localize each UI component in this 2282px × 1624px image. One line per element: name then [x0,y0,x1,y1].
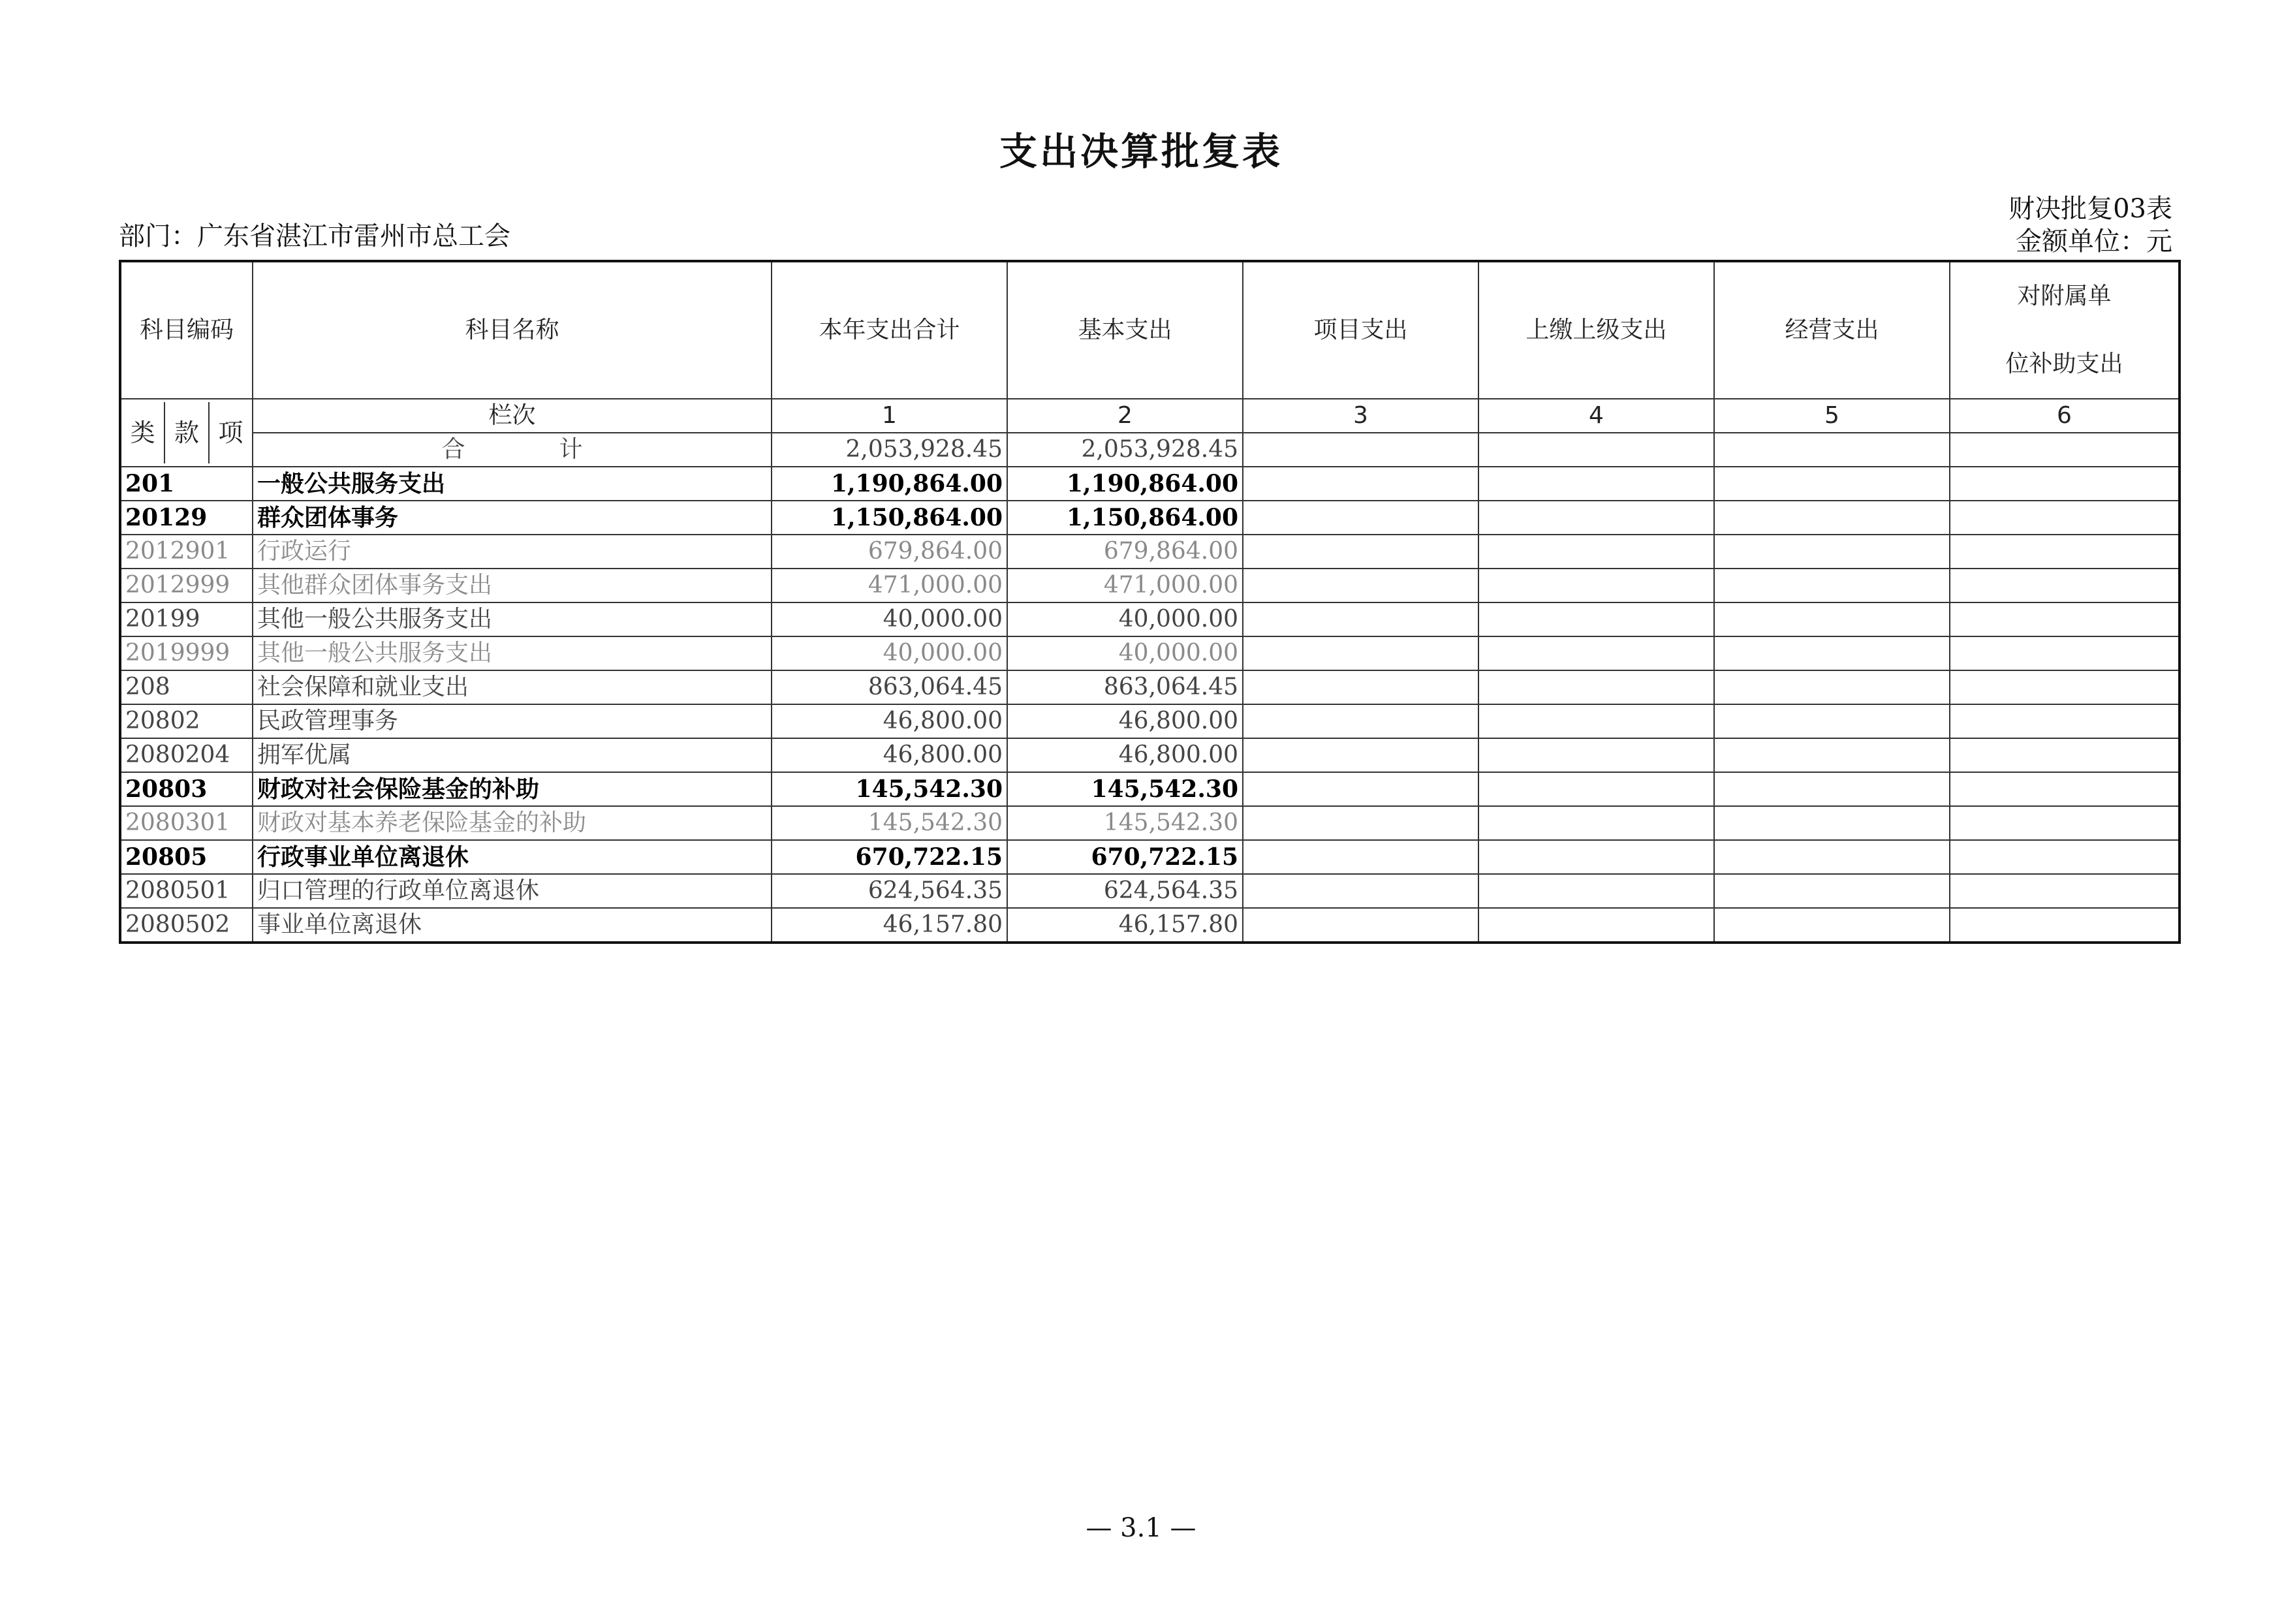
department-label: 部门：广东省湛江市雷州市总工会 [119,221,510,251]
empty-cell [1950,602,2180,636]
table-row [120,874,2180,908]
row-name: 一般公共服务支出 [253,467,772,501]
empty-cell [1714,670,1950,704]
empty-cell [1714,704,1950,738]
empty-cell [1714,433,1950,467]
empty-cell [1950,806,2180,840]
empty-cell [1950,535,2180,569]
row-name: 行政事业单位离退休 [253,840,772,874]
empty-cell [1714,535,1950,569]
empty-cell [1243,535,1478,569]
amount-unit: 金额单位：元 [2016,226,2172,257]
table-row [120,670,2180,704]
row-basic: 679,864.00 [1007,535,1243,569]
row-basic: 624,564.35 [1007,874,1243,908]
row-total: 670,722.15 [772,840,1007,874]
empty-cell [1714,636,1950,670]
empty-cell [1243,908,1478,943]
lei-kuan-xiang-cell [120,399,253,467]
row-name: 其他一般公共服务支出 [253,602,772,636]
col-number-1: 1 [772,399,1007,433]
header-subsidy [1950,261,2180,399]
table-row [120,501,2180,535]
row-name: 其他群众团体事务支出 [253,569,772,602]
table-row [120,704,2180,738]
header-operating: 经营支出 [1714,261,1950,399]
row-basic: 863,064.45 [1007,670,1243,704]
row-code: 2080301 [120,806,253,840]
row-code: 2019999 [120,636,253,670]
page-number: — 3.1 — [1086,1513,1196,1543]
row-total: 40,000.00 [772,602,1007,636]
lanci-label: 栏次 [253,399,772,433]
row-basic: 471,000.00 [1007,569,1243,602]
empty-cell [1714,908,1950,943]
empty-cell [1243,704,1478,738]
header-code: 科目编码 [120,261,253,399]
row-total: 46,157.80 [772,908,1007,943]
row-total: 46,800.00 [772,738,1007,772]
header-project: 项目支出 [1243,261,1478,399]
empty-cell [1714,501,1950,535]
row-total: 863,064.45 [772,670,1007,704]
table-row [120,602,2180,636]
empty-cell [1243,806,1478,840]
col-number-4: 4 [1478,399,1714,433]
total-label: 合 计 [253,433,772,467]
row-code: 2080501 [120,874,253,908]
row-total: 624,564.35 [772,874,1007,908]
empty-cell [1478,569,1714,602]
col-number-6: 6 [1950,399,2180,433]
header-subsidy-line2: 位补助支出 [2005,351,2123,377]
row-code: 2012901 [120,535,253,569]
empty-cell [1714,467,1950,501]
empty-cell [1714,840,1950,874]
row-code: 20199 [120,602,253,636]
row-code: 201 [120,467,253,501]
empty-cell [1950,636,2180,670]
empty-cell [1243,874,1478,908]
empty-cell [1243,636,1478,670]
header-subsidy-line1: 对附属单 [2017,283,2112,309]
row-total: 40,000.00 [772,636,1007,670]
empty-cell [1714,602,1950,636]
empty-cell [1478,840,1714,874]
empty-cell [1243,738,1478,772]
row-code: 20129 [120,501,253,535]
row-name: 财政对基本养老保险基金的补助 [253,806,772,840]
row-name: 其他一般公共服务支出 [253,636,772,670]
empty-cell [1714,772,1950,806]
row-basic: 145,542.30 [1007,806,1243,840]
total-basic: 2,053,928.45 [1007,433,1243,467]
kuan-label: 款 [165,402,209,463]
row-basic: 40,000.00 [1007,602,1243,636]
row-basic: 46,800.00 [1007,704,1243,738]
empty-cell [1243,670,1478,704]
empty-cell [1478,433,1714,467]
empty-cell [1243,569,1478,602]
empty-cell [1243,840,1478,874]
table-row [120,636,2180,670]
empty-cell [1478,704,1714,738]
header-row [120,261,2180,399]
column-number-row [120,399,2180,433]
empty-cell [1950,874,2180,908]
row-total: 679,864.00 [772,535,1007,569]
empty-cell [1478,636,1714,670]
row-code: 208 [120,670,253,704]
empty-cell [1950,501,2180,535]
row-total: 145,542.30 [772,772,1007,806]
empty-cell [1714,874,1950,908]
col-number-2: 2 [1007,399,1243,433]
row-code: 20802 [120,704,253,738]
empty-cell [1478,501,1714,535]
empty-cell [1950,569,2180,602]
xiang-label: 项 [218,418,243,447]
empty-cell [1243,501,1478,535]
empty-cell [1478,602,1714,636]
empty-cell [1950,433,2180,467]
row-name: 拥军优属 [253,738,772,772]
empty-cell [1950,467,2180,501]
row-name: 群众团体事务 [253,501,772,535]
empty-cell [1243,433,1478,467]
empty-cell [1950,670,2180,704]
row-total: 471,000.00 [772,569,1007,602]
header-total: 本年支出合计 [772,261,1007,399]
table-row [120,569,2180,602]
row-basic: 145,542.30 [1007,772,1243,806]
empty-cell [1714,738,1950,772]
empty-cell [1243,602,1478,636]
col-number-3: 3 [1243,399,1478,433]
empty-cell [1478,738,1714,772]
empty-cell [1950,738,2180,772]
table-row [120,535,2180,569]
empty-cell [1478,806,1714,840]
header-name: 科目名称 [253,261,772,399]
row-name: 财政对社会保险基金的补助 [253,772,772,806]
row-name: 归口管理的行政单位离退休 [253,874,772,908]
table-row [120,467,2180,501]
total-row [120,433,2180,467]
empty-cell [1950,704,2180,738]
row-name: 行政运行 [253,535,772,569]
col-number-5: 5 [1714,399,1950,433]
row-basic: 670,722.15 [1007,840,1243,874]
form-number: 财决批复03表 [2008,194,2172,224]
row-total: 46,800.00 [772,704,1007,738]
row-total: 1,150,864.00 [772,501,1007,535]
empty-cell [1478,908,1714,943]
lei-label: 类 [121,402,165,463]
empty-cell [1478,772,1714,806]
empty-cell [1950,772,2180,806]
row-basic: 1,190,864.00 [1007,467,1243,501]
empty-cell [1478,535,1714,569]
header-basic: 基本支出 [1007,261,1243,399]
row-name: 事业单位离退休 [253,908,772,943]
empty-cell [1243,467,1478,501]
empty-cell [1478,874,1714,908]
table-row [120,840,2180,874]
row-code: 2080204 [120,738,253,772]
table-row [120,908,2180,943]
table-row [120,738,2180,772]
expenditure-table [119,260,2181,944]
row-code: 20803 [120,772,253,806]
empty-cell [1478,467,1714,501]
row-code: 2080502 [120,908,253,943]
empty-cell [1243,772,1478,806]
empty-cell [1478,670,1714,704]
empty-cell [1714,569,1950,602]
row-basic: 40,000.00 [1007,636,1243,670]
row-basic: 46,800.00 [1007,738,1243,772]
empty-cell [1950,908,2180,943]
row-code: 2012999 [120,569,253,602]
header-remit-upper: 上缴上级支出 [1478,261,1714,399]
empty-cell [1714,806,1950,840]
row-total: 1,190,864.00 [772,467,1007,501]
row-name: 社会保障和就业支出 [253,670,772,704]
total-amount: 2,053,928.45 [772,433,1007,467]
table-row [120,772,2180,806]
row-basic: 1,150,864.00 [1007,501,1243,535]
row-total: 145,542.30 [772,806,1007,840]
row-code: 20805 [120,840,253,874]
row-name: 民政管理事务 [253,704,772,738]
empty-cell [1950,840,2180,874]
table-row [120,806,2180,840]
page-title: 支出决算批复表 [999,129,1283,174]
row-basic: 46,157.80 [1007,908,1243,943]
